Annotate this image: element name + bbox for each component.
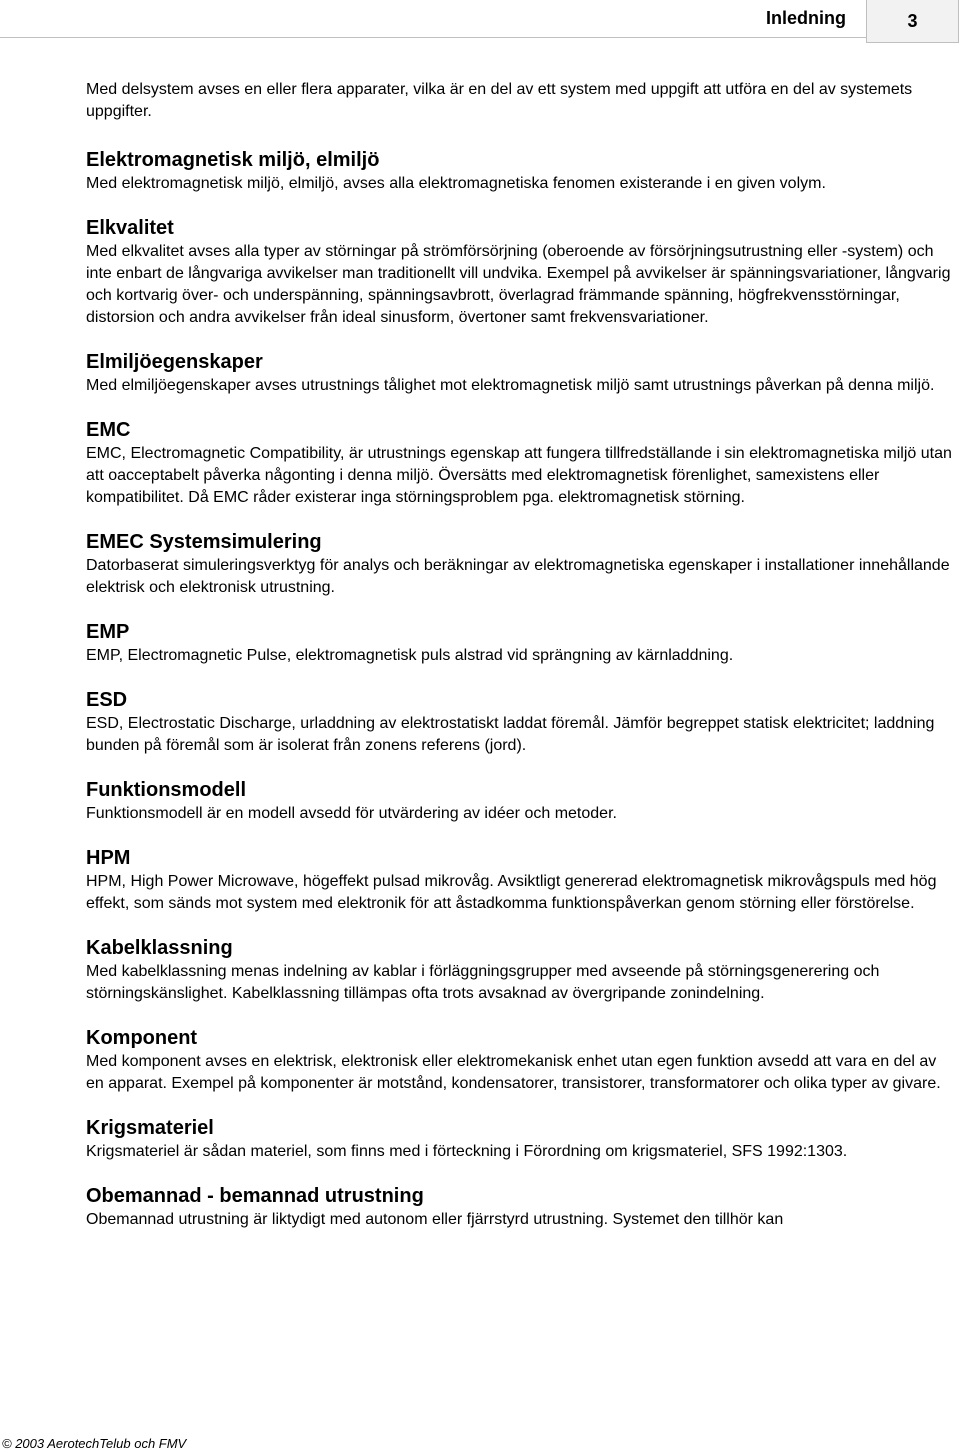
document-body: [86, 79, 956, 1252]
glossary-entry: [86, 1184, 956, 1231]
intro-paragraph: Med delsystem avses en eller flera apparater, vilka är en del av ett system med uppgift att utföra en del av systemets uppgifter.: [86, 81, 913, 120]
entry-term: EMEC Systemsimulering: [86, 531, 322, 553]
entry-term: EMC: [86, 419, 131, 441]
entry-term: Elektromagnetisk miljö, elmiljö: [86, 149, 380, 171]
page-number: 3: [866, 0, 959, 43]
glossary-entry: [86, 350, 956, 397]
entry-definition: Obemannad utrustning är liktydigt med autonom eller fjärrstyrd utrustning. Systemet den tillhör kan: [86, 1211, 784, 1228]
entry-definition: Funktionsmodell är en modell avsedd för utvärdering av idéer och metoder.: [86, 805, 617, 822]
entry-term: Obemannad - bemannad utrustning: [86, 1185, 424, 1207]
header-rule: [0, 37, 866, 38]
section-title: Inledning: [766, 8, 846, 28]
entry-definition: Med elkvalitet avses alla typer av störningar på strömförsörjning (oberoende av försörjningsutrustning eller -system) och inte enbart de långvariga avvikelser man traditionellt vill undvika. Exempel på avvikelser är spänningsvariationer, långvarig och kortvarig över- och underspänning, spänningsavbrott, överlagrad främmande spänning, högfrekvensstörningar, distorsion och andra avvikelser från ideal sinusform, övertoner samt frekvensvariationer.: [86, 243, 951, 326]
glossary-entry: [86, 530, 956, 599]
glossary-entry: [86, 620, 956, 667]
entry-term: Elmiljöegenskaper: [86, 351, 263, 373]
glossary-entry: [86, 936, 956, 1005]
entry-definition: EMC, Electromagnetic Compatibility, är utrustnings egenskap att fungera tillfredställande i sin elektromagnetiska miljö utan att oacceptabelt påverka någonting i denna miljö. Översätts med elektromagnetisk förenlighet, samexistens eller kompatibilitet. Då EMC råder existerar inga störningsproblem pga. elektromagnetisk störning.: [86, 445, 952, 506]
entry-definition: Med elmiljöegenskaper avses utrustnings tålighet mot elektromagnetisk miljö samt utrustnings påverkan på denna miljö.: [86, 377, 935, 394]
entry-term: Elkvalitet: [86, 217, 174, 239]
entry-definition: Med komponent avses en elektrisk, elektronisk eller elektromekanisk enhet utan egen funktion avsedd att vara en del av en apparat. Exempel på komponenter är motstånd, kondensatorer, transistorer, transformatorer och olika typer av givare.: [86, 1053, 941, 1092]
entry-term: Komponent: [86, 1027, 198, 1049]
glossary-entry: [86, 846, 956, 915]
glossary-entry: [86, 148, 956, 195]
glossary-entry: [86, 778, 956, 825]
glossary-entry: [86, 418, 956, 509]
entry-definition: HPM, High Power Microwave, högeffekt pulsad mikrovåg. Avsiktligt genererad elektromagnetisk mikrovågspuls med hög effekt, som sänds mot system med elektronik för att åstadkomma funktionspåverkan genom störning eller förstörelse.: [86, 873, 937, 912]
glossary-entry: [86, 216, 956, 329]
entry-term: Kabelklassning: [86, 937, 233, 959]
entry-definition: Med kabelklassning menas indelning av kablar i förläggningsgrupper med avseende på störningsgenerering och störningskänslighet. Kabelklassning tillämpas ofta trots avsaknad av övergripande zonindelning.: [86, 963, 880, 1002]
glossary-entry: [86, 1116, 956, 1163]
entry-term: Krigsmateriel: [86, 1117, 214, 1139]
entry-term: Funktionsmodell: [86, 779, 246, 801]
entry-definition: EMP, Electromagnetic Pulse, elektromagnetisk puls alstrad vid sprängning av kärnladdning.: [86, 647, 734, 664]
glossary-entry: [86, 1026, 956, 1095]
entry-term: EMP: [86, 621, 130, 643]
entry-definition: Med elektromagnetisk miljö, elmiljö, avses alla elektromagnetiska fenomen existerande i en given volym.: [86, 175, 826, 192]
entry-term: HPM: [86, 847, 131, 869]
entry-term: ESD: [86, 689, 128, 711]
glossary-entry: [86, 688, 956, 757]
entry-definition: Krigsmateriel är sådan materiel, som finns med i förteckning i Förordning om krigsmateriel, SFS 1992:1303.: [86, 1143, 848, 1160]
entry-definition: Datorbaserat simuleringsverktyg för analys och beräkningar av elektromagnetiska egenskaper i installationer innehållande elektrisk och elektronisk utrustning.: [86, 557, 950, 596]
entry-definition: ESD, Electrostatic Discharge, urladdning av elektrostatiskt laddat föremål. Jämför begreppet statisk elektricitet; laddning bunden på föremål som är isolerat från zonens referens (jord).: [86, 715, 935, 754]
copyright-footer: © 2003 AerotechTelub och FMV: [2, 1436, 187, 1451]
